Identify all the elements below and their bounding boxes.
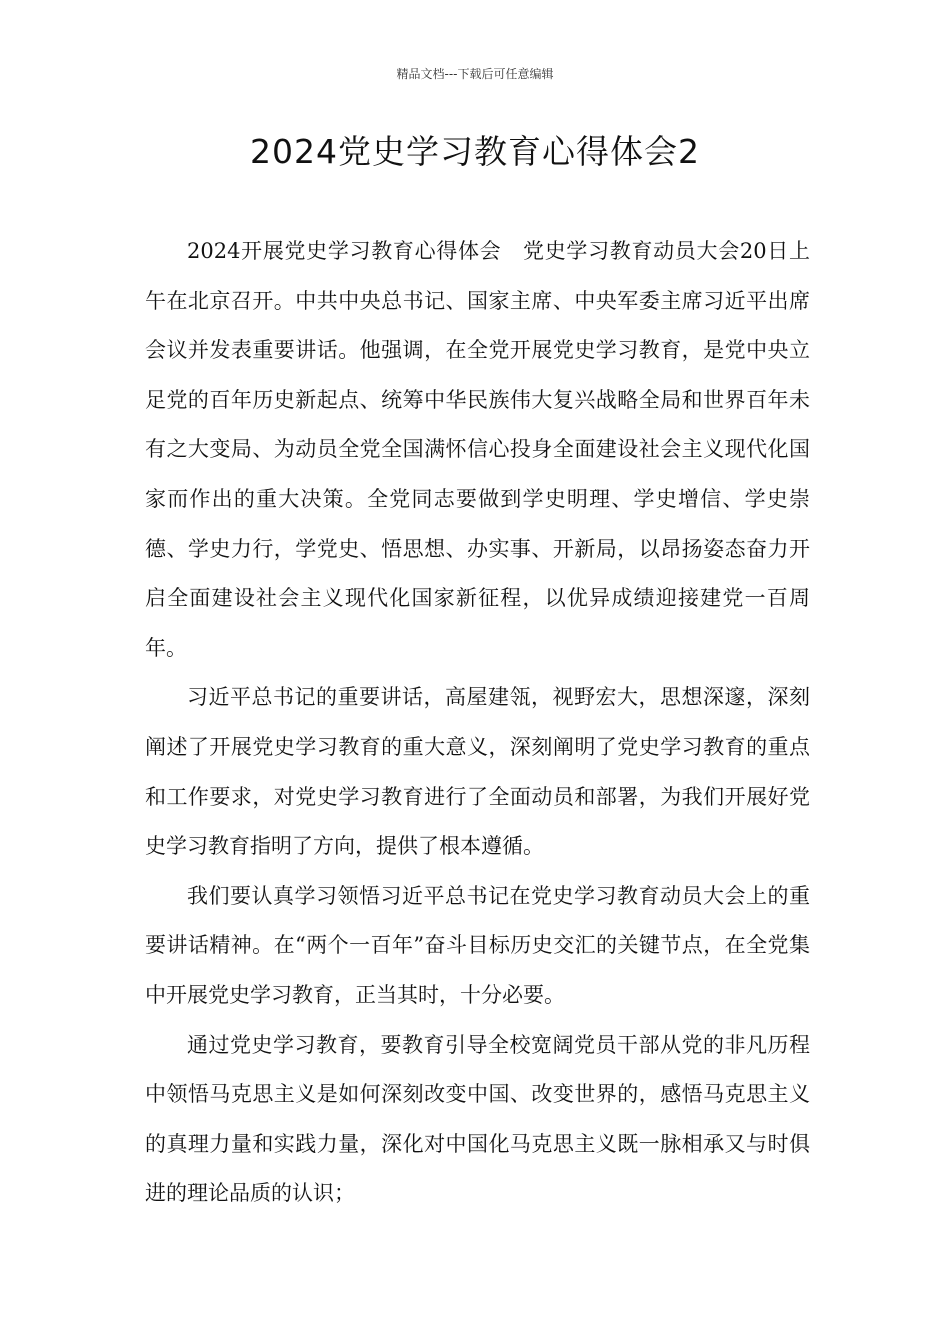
document-body bbox=[145, 227, 810, 1219]
page-header-watermark: 精品文档---下载后可任意编辑 bbox=[396, 67, 554, 81]
body-paragraph: 习近平总书记的重要讲话，高屋建瓴，视野宏大，思想深邃，深刻阐述了开展党史学习教育的重大意义，深刻阐明了党史学习教育的重点和工作要求，对党史学习教育进行了全面动员和部署，为我们开展好党史学习教育指明了方向，提供了根本遵循。 bbox=[145, 685, 810, 859]
document-title: 2024党史学习教育心得体会2 bbox=[250, 132, 700, 171]
body-paragraph: 我们要认真学习领悟习近平总书记在党史学习教育动员大会上的重要讲话精神。在“两个一百年”奋斗目标历史交汇的关键节点，在全党集中开展党史学习教育，正当其时，十分必要。 bbox=[145, 883, 810, 1007]
body-paragraph: 2024开展党史学习教育心得体会 党史学习教育动员大会20日上午在北京召开。中共中央总书记、国家主席、中央军委主席习近平出席会议并发表重要讲话。他强调，在全党开展党史学习教育，是党中央立足党的百年历史新起点、统筹中华民族伟大复兴战略全局和世界百年未有之大变局、为动员全党全国满怀信心投身全面建设社会主义现代化国家而作出的重大决策。全党同志要做到学史明理、学史增信、学史崇德、学史力行，学党史、悟思想、办实事、开新局，以昂扬姿态奋力开启全面建设社会主义现代化国家新征程，以优异成绩迎接建党一百周年。 bbox=[145, 239, 810, 660]
body-paragraph: 通过党史学习教育，要教育引导全校宽阔党员干部从党的非凡历程中领悟马克思主义是如何深刻改变中国、改变世界的，感悟马克思主义的真理力量和实践力量，深化对中国化马克思主义既一脉相承又与时俱进的理论品质的认识； bbox=[145, 1032, 810, 1206]
